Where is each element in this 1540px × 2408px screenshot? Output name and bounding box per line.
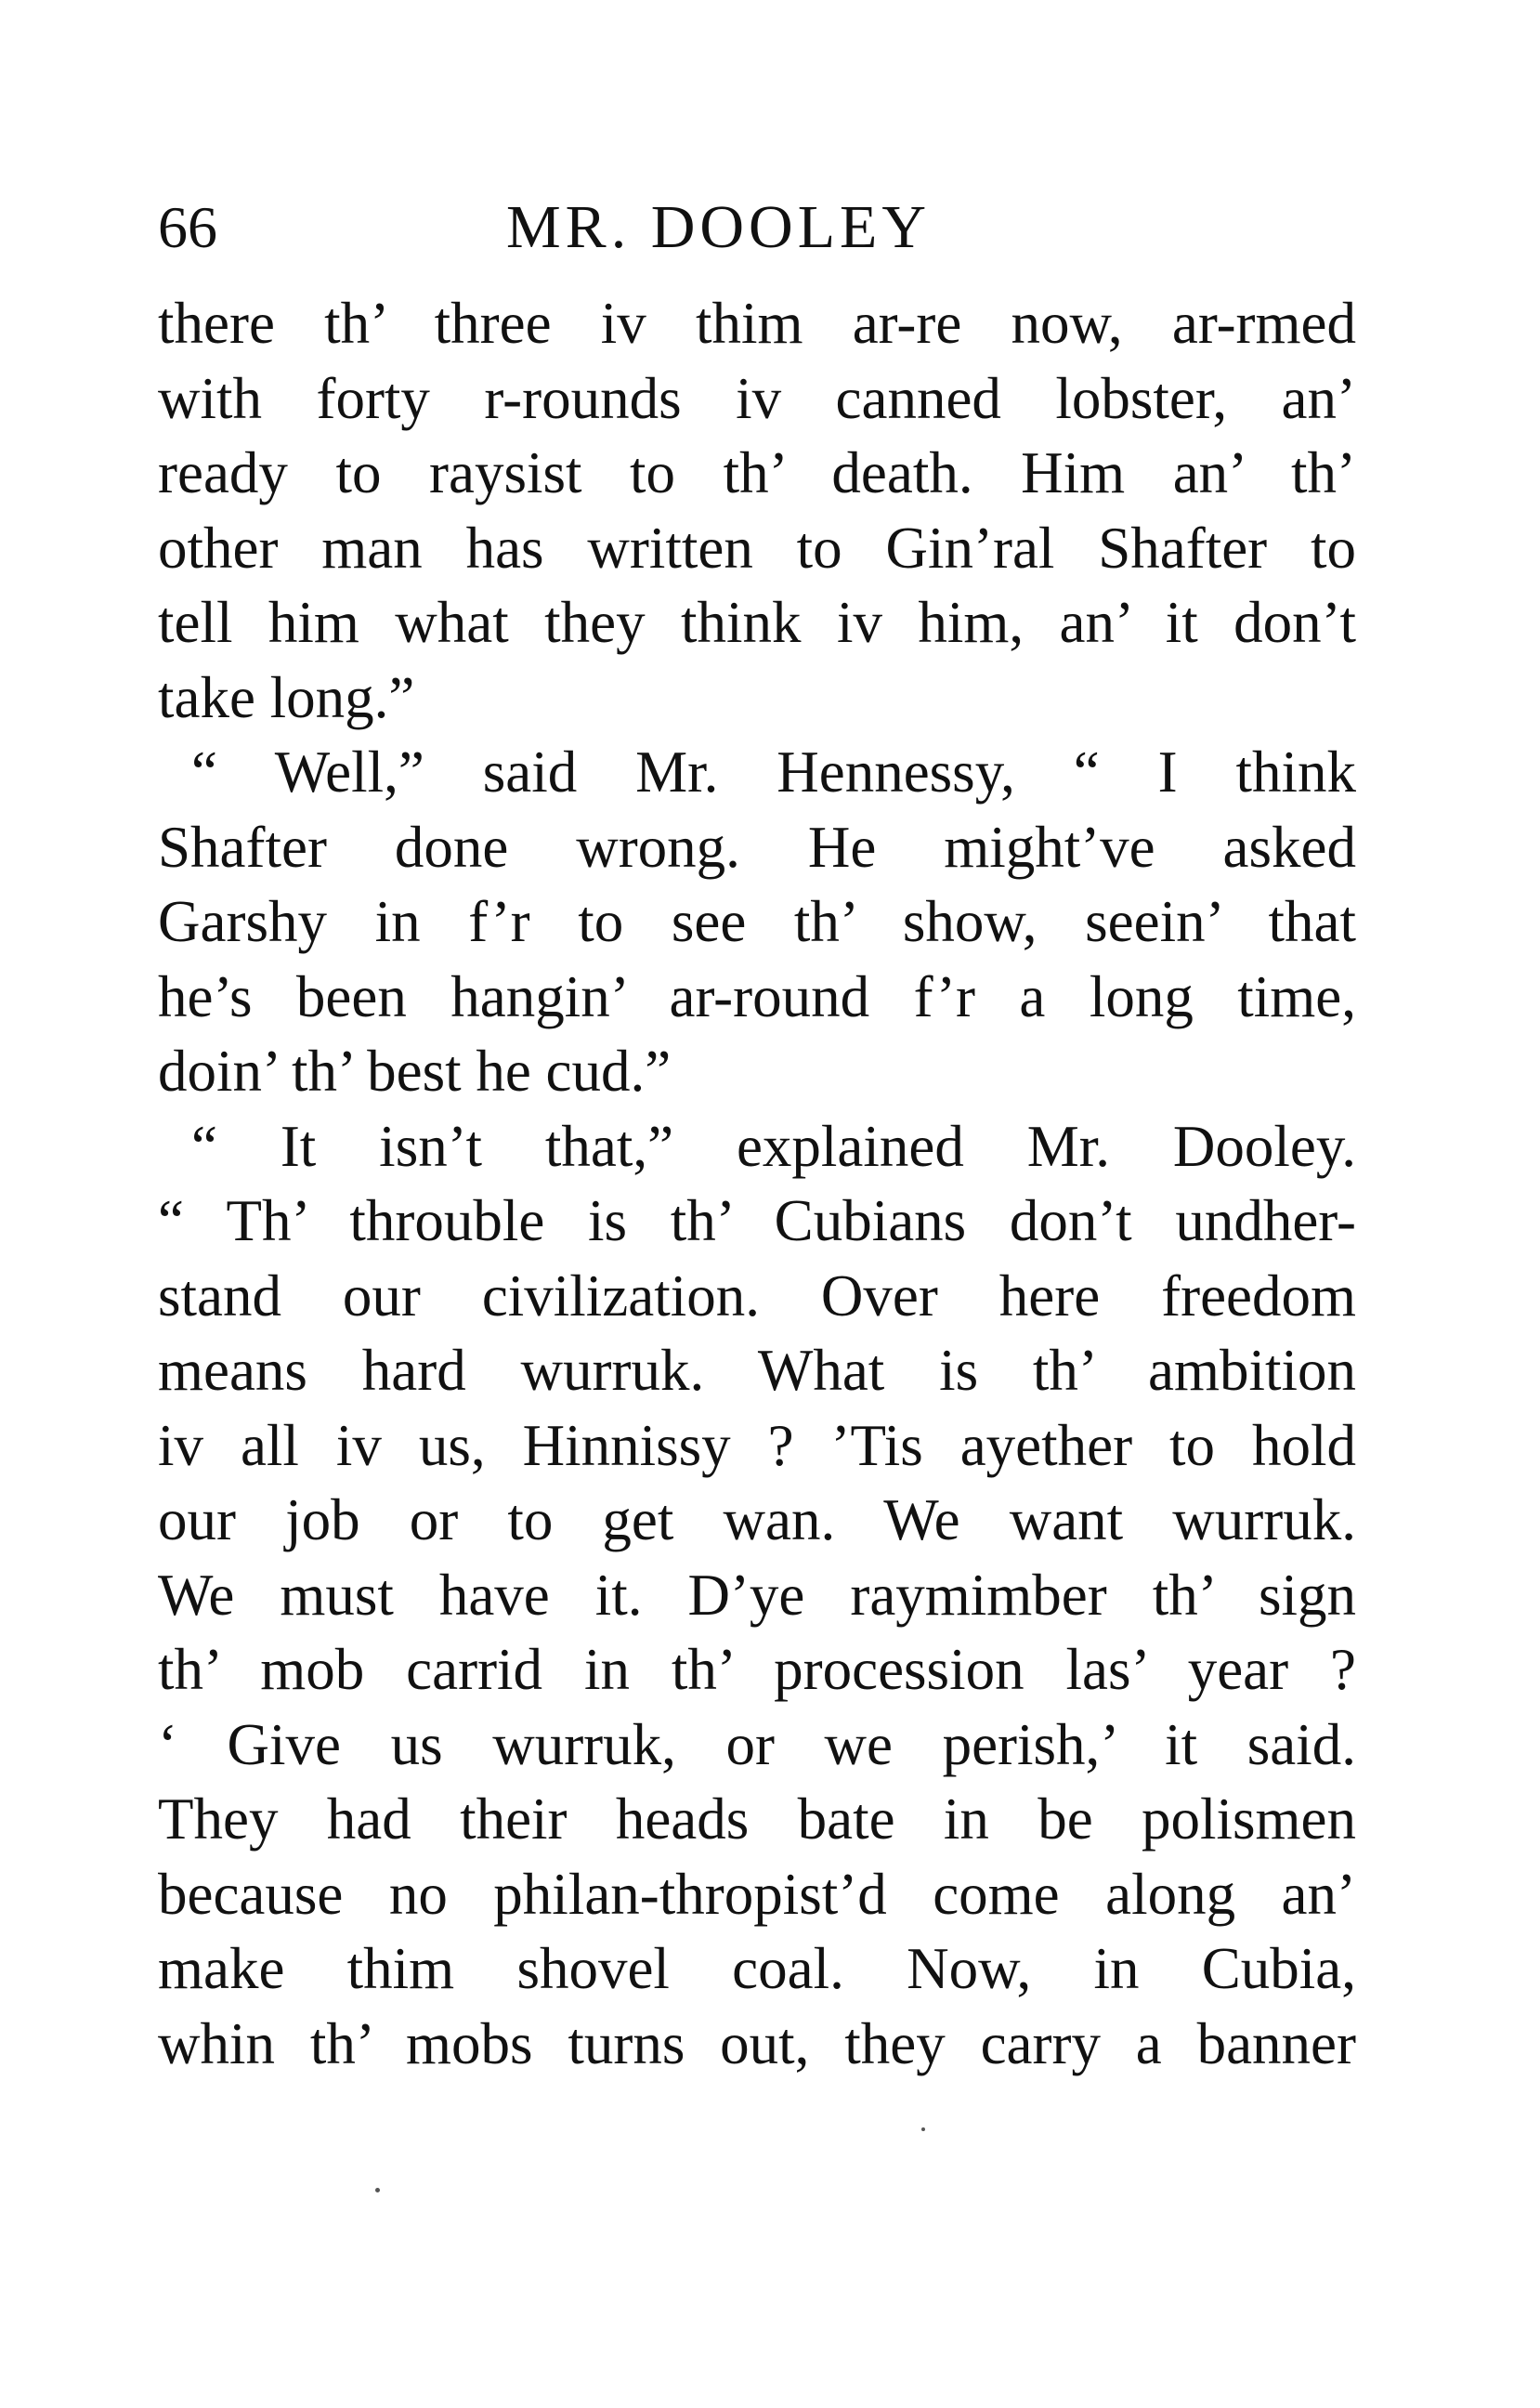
text-line: iv all iv us, Hinnissy ? ’Tis ayether to hold bbox=[158, 1412, 1356, 1478]
scan-speck bbox=[375, 2188, 380, 2192]
text-line: ‘ Give us wurruk, or we perish,’ it said. bbox=[158, 1711, 1356, 1777]
text-line: with forty r-rounds iv canned lobster, an’ bbox=[158, 365, 1356, 431]
text-line: Shafter done wrong. He might’ve asked bbox=[158, 814, 1356, 880]
text-line: We must have it. D’ye raymimber th’ sign bbox=[158, 1562, 1356, 1628]
text-line: whin th’ mobs turns out, they carry a banner bbox=[158, 2010, 1356, 2076]
text-line: stand our civilization. Over here freedom bbox=[158, 1263, 1356, 1328]
text-line: other man has written to Gin’ral Shafter to bbox=[158, 515, 1356, 581]
text-line: doin’ th’ best he cud.” bbox=[158, 1039, 672, 1104]
text-line: means hard wurruk. What is th’ ambition bbox=[158, 1338, 1356, 1403]
page-number: 66 bbox=[158, 194, 217, 260]
scan-speck bbox=[921, 2127, 925, 2131]
text-line: ready to raysist to th’ death. Him an’ th’ bbox=[158, 440, 1356, 505]
text-line: tell him what they think iv him, an’ it don’t bbox=[158, 590, 1356, 655]
text-line: take long.” bbox=[158, 664, 415, 730]
running-title: MR. DOOLEY bbox=[506, 193, 931, 261]
text-line: our job or to get wan. We want wurruk. bbox=[158, 1487, 1356, 1552]
text-line: make thim shovel coal. Now, in Cubia, bbox=[158, 1936, 1356, 2001]
text-line: “ It isn’t that,” explained Mr. Dooley. bbox=[191, 1113, 1356, 1179]
text-line: “ Well,” said Mr. Hennessy, “ I think bbox=[191, 739, 1356, 805]
text-line: he’s been hangin’ ar-round f’r a long time, bbox=[158, 963, 1356, 1029]
text-line: because no philan-thropist’d come along an’ bbox=[158, 1861, 1356, 1927]
running-head bbox=[158, 181, 1356, 274]
body-text bbox=[158, 286, 1356, 2081]
text-line: “ Th’ throuble is th’ Cubians don’t undher- bbox=[158, 1188, 1356, 1253]
text-line: Garshy in f’r to see th’ show, seein’ that bbox=[158, 889, 1356, 954]
text-line: there th’ three iv thim ar-re now, ar-rmed bbox=[158, 291, 1356, 356]
text-line: They had their heads bate in be polismen bbox=[158, 1786, 1356, 1852]
text-line: th’ mob carrid in th’ procession las’ year ? bbox=[158, 1637, 1356, 1702]
